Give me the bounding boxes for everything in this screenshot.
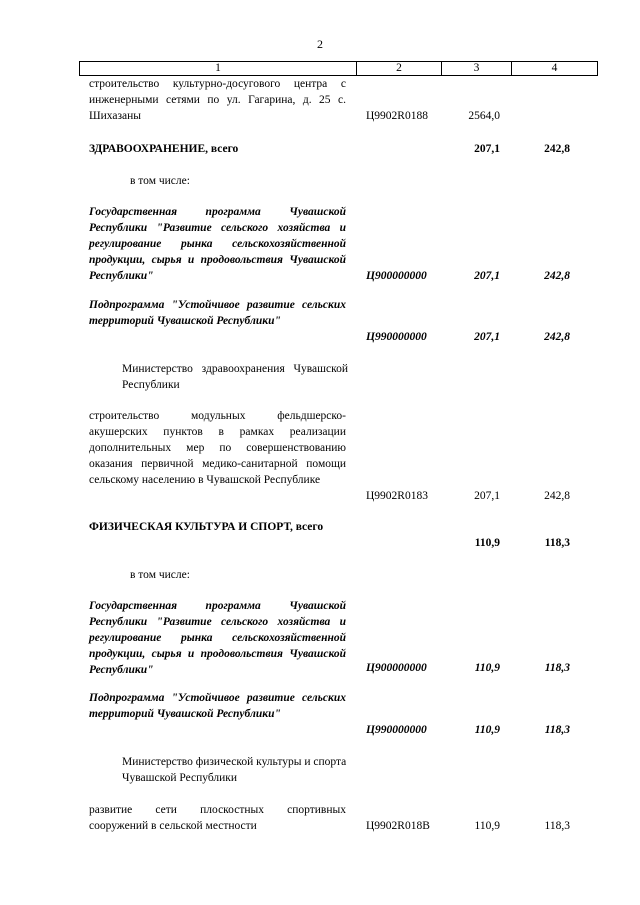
row-v2-subprogram-1: 242,8 xyxy=(544,331,570,343)
row-text-subprogram-2: Подпрограмма "Устойчивое развитие сельских территорий Чувашской Республики" xyxy=(89,692,346,720)
page-number: 2 xyxy=(317,37,323,51)
header-col-3: 3 xyxy=(442,62,512,76)
header-col-1: 1 xyxy=(80,62,357,76)
row-v1-culture-center: 2564,0 xyxy=(468,110,500,122)
row-v2-sport-facilities: 118,3 xyxy=(544,820,570,832)
row-text-sport-facilities: развитие сети плоскостных спортивных сооружений в сельской местности xyxy=(89,804,346,832)
row-text-state-program-2: Государственная программа Чувашской Республики "Развитие сельского хозяйства и регулирование рынка сельскохозяйственной продукции, сырья и продовольствия Чувашской Республики" xyxy=(89,600,346,676)
row-code-state-program-1: Ц900000000 xyxy=(366,270,427,282)
row-v2-state-program-2: 118,3 xyxy=(544,662,570,674)
row-v1-healthcare-total: 207,1 xyxy=(474,143,500,155)
row-v1-sport-facilities: 110,9 xyxy=(474,820,500,832)
row-code-sport-facilities: Ц9902R018В xyxy=(366,820,430,832)
row-v1-sport-total: 110,9 xyxy=(474,537,500,549)
row-v2-subprogram-2: 118,3 xyxy=(544,724,570,736)
header-col-4: 4 xyxy=(512,62,598,76)
row-text-ministry-sport: Министерство физической культуры и спорта Чувашской Республики xyxy=(122,756,347,784)
row-text-subprogram-1: Подпрограмма "Устойчивое развитие сельских территорий Чувашской Республики" xyxy=(89,299,346,327)
row-text-including-2: в том числе: xyxy=(130,569,190,581)
row-text-healthcare-total: ЗДРАВООХРАНЕНИЕ, всего xyxy=(89,143,239,155)
row-v1-subprogram-2: 110,9 xyxy=(474,724,500,736)
row-code-subprogram-2: Ц990000000 xyxy=(366,724,427,736)
row-v2-state-program-1: 242,8 xyxy=(544,270,570,282)
row-v2-feldsher-points: 242,8 xyxy=(544,490,570,502)
table-header xyxy=(79,61,598,76)
row-text-culture-center: строительство культурно-досугового центра с инженерными сетями по ул. Гагарина, д. 25 с. Шихазаны xyxy=(89,78,346,122)
row-v2-healthcare-total: 242,8 xyxy=(544,143,570,155)
row-text-feldsher-points: строительство модульных фельдшерско-акушерских пунктов в рамках реализации дополнительных мер по совершенствованию оказания первичной медико-санитарной помощи сельскому населению в Чувашской Республике xyxy=(89,410,346,486)
row-code-feldsher-points: Ц9902R0183 xyxy=(366,490,428,502)
row-v1-subprogram-1: 207,1 xyxy=(474,331,500,343)
header-col-2: 2 xyxy=(357,62,442,76)
row-code-culture-center: Ц9902R0188 xyxy=(366,110,428,122)
row-v2-sport-total: 118,3 xyxy=(544,537,570,549)
row-text-including-1: в том числе: xyxy=(130,175,190,187)
row-code-subprogram-1: Ц990000000 xyxy=(366,331,427,343)
row-v1-state-program-2: 110,9 xyxy=(474,662,500,674)
row-text-ministry-health: Министерство здравоохранения Чувашской Республики xyxy=(122,363,348,391)
row-v1-feldsher-points: 207,1 xyxy=(474,490,500,502)
row-text-sport-total: ФИЗИЧЕСКАЯ КУЛЬТУРА И СПОРТ, всего xyxy=(89,521,324,533)
row-v1-state-program-1: 207,1 xyxy=(474,270,500,282)
row-text-state-program-1: Государственная программа Чувашской Республики "Развитие сельского хозяйства и регулирование рынка сельскохозяйственной продукции, сырья и продовольствия Чувашской Республики" xyxy=(89,206,346,282)
row-code-state-program-2: Ц900000000 xyxy=(366,662,427,674)
